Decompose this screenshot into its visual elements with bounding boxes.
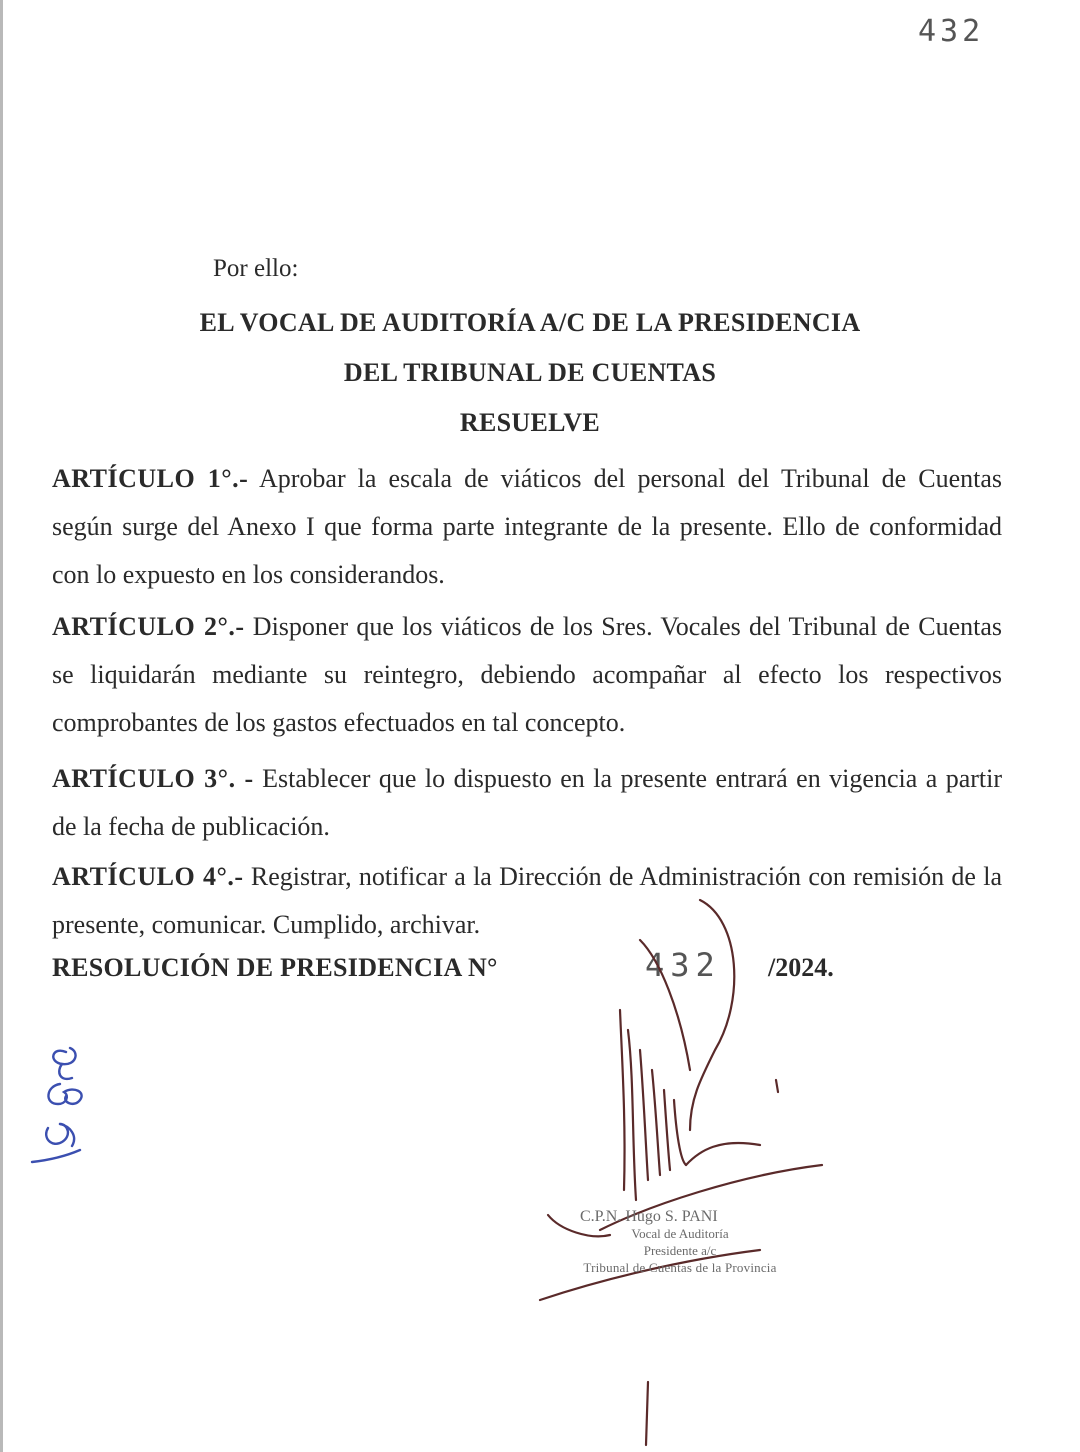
article-1-text: Aprobar la escala de viáticos del personal del Tribunal de Cuentas según surge del Anexo I que forma parte integrante de la presente. Ello de conformidad con lo expuesto en los considerandos.	[52, 464, 1002, 589]
heading-resuelve: RESUELVE	[459, 408, 601, 437]
article-3-text: Establecer que lo dispuesto en la presente entrará en vigencia a partir de la fecha de publicación.	[52, 764, 1003, 841]
page-number-stamp: 432	[918, 14, 985, 49]
stamp-position: Presidente a/c	[643, 1243, 717, 1258]
margin-initials	[32, 1048, 82, 1162]
article-1-label: ARTÍCULO 1°.-	[52, 464, 249, 493]
article-2-text: Disponer que los viáticos de los Sres. Vocales del Tribunal de Cuentas se liquidarán mediante su reintegro, debiendo acompañar al efecto los respectivos comprobantes de los gastos efectuados en tal concepto.	[52, 612, 1002, 737]
stamp-name: C.P.N. Hugo S. PANI	[580, 1208, 718, 1225]
resolution-number-stamp: 432	[645, 946, 721, 984]
signature	[540, 900, 822, 1445]
heading-line-1: EL VOCAL DE AUDITORÍA A/C DE LA PRESIDENCIA	[199, 308, 861, 337]
article-3-label: ARTÍCULO 3°. -	[52, 764, 254, 793]
resolution-year: /2024.	[768, 953, 834, 982]
heading-line-2: DEL TRIBUNAL DE CUENTAS	[343, 358, 717, 387]
resolution-label: RESOLUCIÓN DE PRESIDENCIA N°	[52, 953, 498, 982]
article-4-text: Registrar, notificar a la Dirección de Administración con remisión de la presente, comunicar. Cumplido, archivar.	[52, 862, 1003, 939]
intro-text: Por ello:	[213, 255, 299, 282]
article-2-label: ARTÍCULO 2°.-	[52, 612, 245, 641]
stamp-institution: Tribunal de Cuentas de la Provincia	[583, 1260, 777, 1275]
article-4-label: ARTÍCULO 4°.-	[52, 862, 244, 891]
signature-stamp	[540, 1208, 820, 1276]
stamp-role: Vocal de Auditoría	[631, 1226, 729, 1241]
